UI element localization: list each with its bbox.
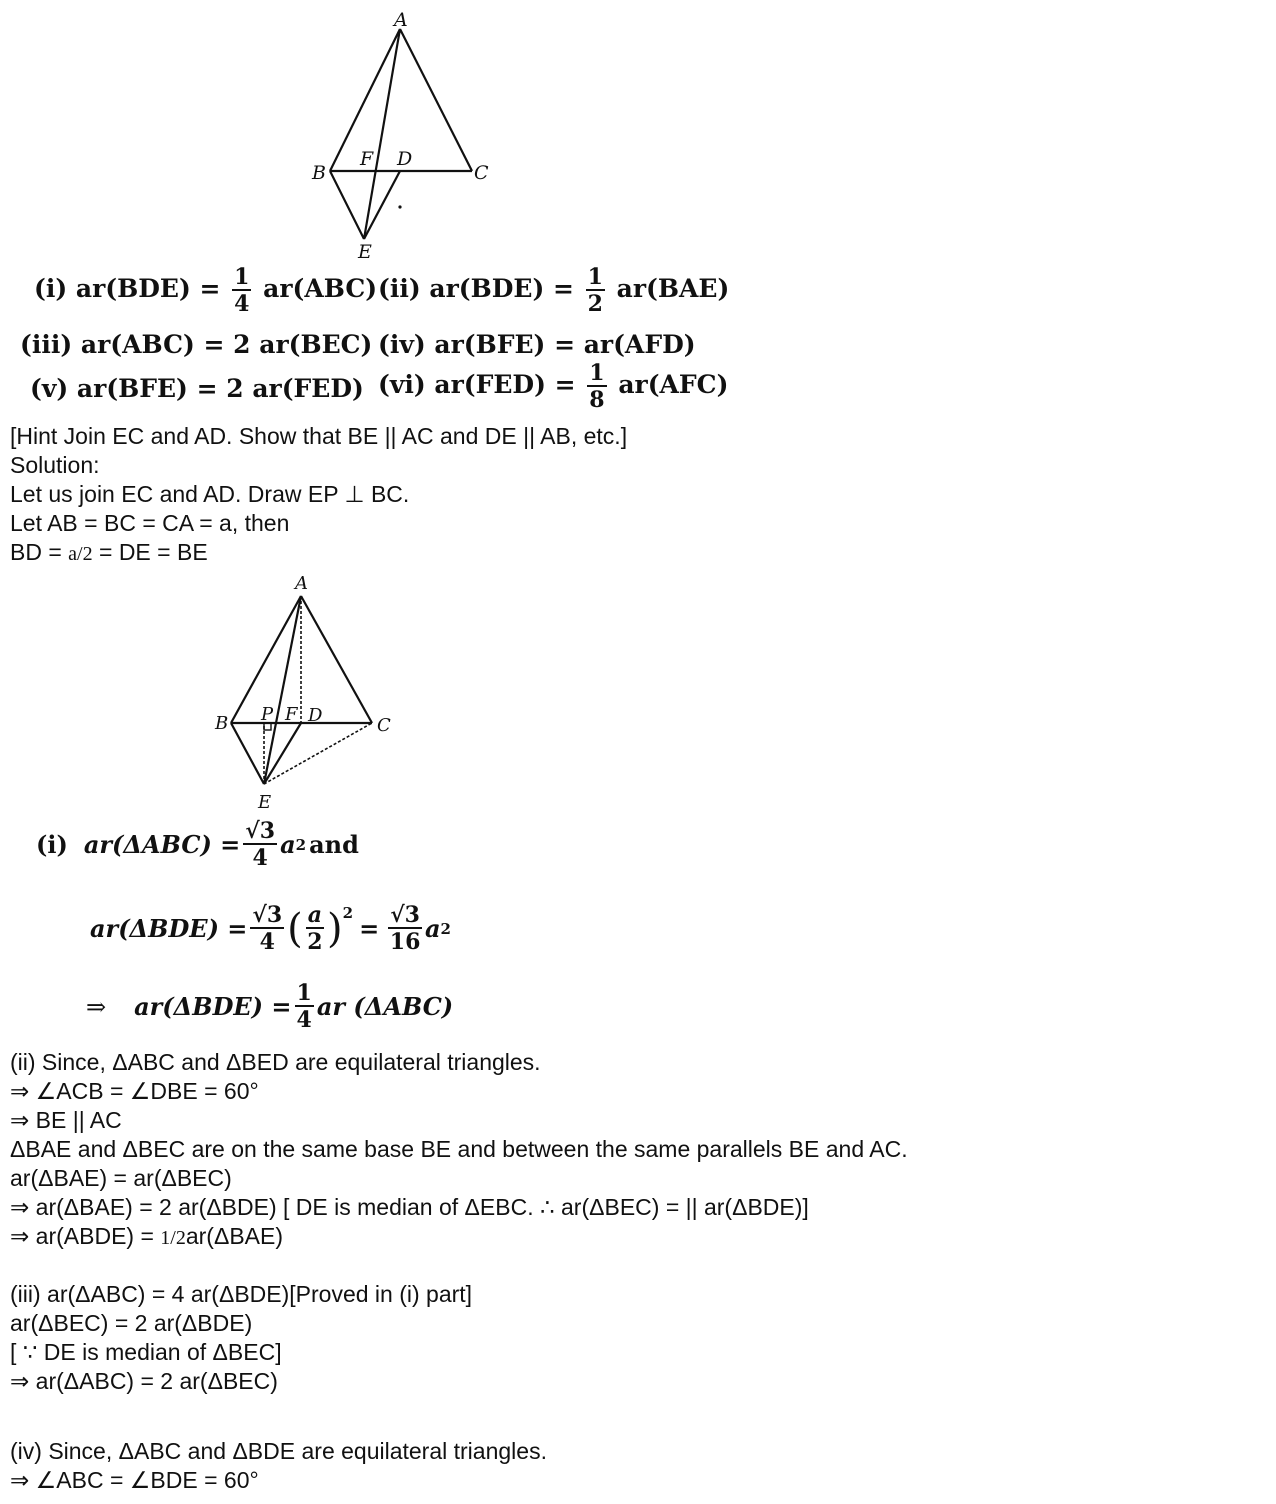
bd-line bbox=[10, 538, 627, 567]
part-i-line1-fraction bbox=[243, 820, 277, 869]
part-i-line2-inner-fraction bbox=[306, 904, 324, 953]
figure-2-svg bbox=[205, 568, 405, 818]
fraction-denominator: 2 bbox=[587, 291, 603, 317]
fig1-label-b: B bbox=[312, 162, 326, 184]
part-ii-last-fraction: 1/2 bbox=[160, 1227, 186, 1249]
statement-vi-fraction bbox=[587, 362, 606, 411]
part-i-line1-lhs: ar(ΔABC) = bbox=[83, 830, 241, 859]
part-i-line2-exponent-2: 2 bbox=[440, 919, 451, 938]
figure-1-svg bbox=[300, 5, 500, 265]
statement-iv-text: ar(BFE) = ar(AFD) bbox=[434, 330, 696, 359]
fig1-label-e: E bbox=[358, 241, 372, 263]
bd-line-pre: BD = bbox=[10, 539, 69, 565]
fig2-label-p: P bbox=[261, 704, 274, 725]
part-ii-line: ⇒ BE || AC bbox=[10, 1107, 122, 1133]
part-ii-last-pre: ⇒ ar(ABDE) = bbox=[10, 1223, 161, 1249]
fraction-numerator: 1 bbox=[587, 264, 603, 290]
fraction-denominator: 8 bbox=[589, 387, 605, 413]
part-i-line-2 bbox=[90, 904, 451, 953]
part-iii-block bbox=[10, 1280, 472, 1396]
statement-vi bbox=[378, 362, 728, 411]
statement-vi-lhs: ar(FED) = bbox=[434, 370, 576, 399]
part-i-line-1 bbox=[36, 820, 359, 869]
fraction-denominator: 4 bbox=[259, 929, 275, 955]
statement-iv-number: (iv) bbox=[378, 330, 426, 359]
fig1-label-f: F bbox=[360, 148, 374, 170]
close-paren: ) bbox=[327, 905, 343, 952]
statement-iii-text: ar(ABC) = 2 ar(BEC) bbox=[80, 330, 373, 359]
part-i-line2-fraction-2 bbox=[388, 904, 422, 953]
part-i-line2-lhs: ar(ΔBDE) = bbox=[90, 914, 248, 943]
statement-i-fraction bbox=[232, 266, 251, 315]
fraction-denominator: 2 bbox=[307, 929, 323, 955]
fraction-numerator: 1 bbox=[234, 264, 250, 290]
figure-1-triangle-diagram bbox=[300, 5, 500, 265]
solution-heading: Solution: bbox=[10, 452, 100, 478]
part-iii-line: ⇒ ar(ΔABC) = 2 ar(ΔBEC) bbox=[10, 1368, 278, 1394]
fig2-label-c: C bbox=[377, 715, 391, 736]
part-i-label: (i) bbox=[36, 830, 68, 859]
fig2-label-d: D bbox=[308, 705, 323, 726]
part-ii-last-line bbox=[10, 1222, 908, 1251]
construction-line: Let us join EC and AD. Draw EP ⊥ BC. bbox=[10, 481, 410, 507]
part-i-line2-equals: = bbox=[359, 914, 380, 943]
part-ii-last-post: ar(ΔBAE) bbox=[185, 1223, 283, 1249]
part-i-line1-tail: and bbox=[309, 830, 359, 859]
fig2-label-f: F bbox=[285, 704, 298, 725]
fraction-denominator: 4 bbox=[234, 291, 250, 317]
statement-ii-fraction bbox=[586, 266, 605, 315]
statement-ii bbox=[378, 266, 729, 315]
statement-vi-rhs: ar(AFC) bbox=[618, 370, 729, 399]
statement-ii-lhs: ar(BDE) = bbox=[429, 274, 574, 303]
part-ii-block bbox=[10, 1048, 908, 1251]
bd-line-post: = DE = BE bbox=[92, 539, 208, 565]
intro-text-block bbox=[10, 422, 627, 567]
part-ii-line: ⇒ ar(ΔBAE) = 2 ar(ΔBDE) [ DE is median of ΔEBC. ∴ ar(ΔBEC) = || ar(ΔBDE)] bbox=[10, 1194, 809, 1220]
part-i-line2-variable: a bbox=[424, 914, 441, 943]
part-iv-line: ⇒ ∠ABC = ∠BDE = 60° bbox=[10, 1467, 259, 1493]
open-paren: ( bbox=[287, 905, 303, 952]
hint-line: [Hint Join EC and AD. Show that BE || AC and DE || AB, etc.] bbox=[10, 423, 628, 449]
statement-v-number: (v) bbox=[30, 374, 69, 403]
fig1-label-c: C bbox=[474, 162, 489, 184]
statement-i-number: (i) bbox=[34, 274, 68, 303]
part-iv-block bbox=[10, 1437, 547, 1495]
part-iv-line: (iv) Since, ΔABC and ΔBDE are equilateral triangles. bbox=[10, 1438, 547, 1464]
part-ii-line: ⇒ ∠ACB = ∠DBE = 60° bbox=[10, 1078, 259, 1104]
fig1-label-d: D bbox=[397, 148, 413, 170]
part-i-line3-rhs: ar (ΔABC) bbox=[316, 992, 454, 1021]
fraction-numerator: a bbox=[307, 902, 323, 928]
fraction-numerator: √3 bbox=[252, 902, 283, 928]
part-i-line3-lhs: ar(ΔBDE) = bbox=[134, 992, 292, 1021]
fraction-denominator: 4 bbox=[296, 1007, 312, 1033]
part-iii-line: (iii) ar(ΔABC) = 4 ar(ΔBDE)[Proved in (i) part] bbox=[10, 1281, 473, 1307]
part-iii-line: [ ∵ DE is median of ΔBEC] bbox=[10, 1339, 282, 1365]
statement-vi-number: (vi) bbox=[378, 370, 426, 399]
fig2-label-b: B bbox=[215, 713, 229, 734]
part-iii-line: ar(ΔBEC) = 2 ar(ΔBDE) bbox=[10, 1310, 253, 1336]
fraction-numerator: √3 bbox=[245, 818, 276, 844]
part-i-line1-exponent: 2 bbox=[295, 835, 307, 854]
implies-arrow: ⇒ bbox=[86, 992, 107, 1021]
statement-iv bbox=[378, 330, 696, 359]
fraction-numerator: 1 bbox=[589, 360, 605, 386]
part-ii-line: (ii) Since, ΔABC and ΔBED are equilateral triangles. bbox=[10, 1049, 541, 1075]
statement-v bbox=[30, 374, 364, 403]
fraction-numerator: 1 bbox=[296, 980, 312, 1006]
statement-v-text: ar(BFE) = 2 ar(FED) bbox=[76, 374, 364, 403]
fig1-label-a: A bbox=[394, 9, 408, 31]
statement-ii-number: (ii) bbox=[378, 274, 421, 303]
part-ii-line: ar(ΔBAE) = ar(ΔBEC) bbox=[10, 1165, 232, 1191]
figure-2-triangle-diagram bbox=[205, 568, 405, 818]
part-ii-line: ΔBAE and ΔBEC are on the same base BE and between the same parallels BE and AC. bbox=[10, 1136, 908, 1162]
statement-ii-rhs: ar(BAE) bbox=[616, 274, 730, 303]
part-i-line1-variable: a bbox=[280, 830, 296, 859]
statement-iii bbox=[20, 330, 372, 359]
bd-line-fraction: a/2 bbox=[68, 543, 93, 565]
statement-i bbox=[34, 266, 377, 315]
part-i-line2-exponent: 2 bbox=[342, 904, 354, 922]
assumption-line: Let AB = BC = CA = a, then bbox=[10, 510, 290, 536]
fraction-denominator: 4 bbox=[252, 845, 268, 871]
fraction-numerator: √3 bbox=[390, 902, 420, 928]
statement-i-rhs: ar(ABC) bbox=[263, 274, 378, 303]
fraction-denominator: 16 bbox=[389, 929, 421, 955]
statement-iii-number: (iii) bbox=[20, 330, 73, 359]
fig2-label-a: A bbox=[295, 573, 308, 594]
statement-i-lhs: ar(BDE) = bbox=[75, 274, 221, 303]
part-i-line-3 bbox=[86, 982, 453, 1031]
part-i-line2-fraction-1 bbox=[250, 904, 284, 953]
fig2-label-e: E bbox=[258, 792, 272, 813]
part-i-line3-fraction bbox=[295, 982, 314, 1031]
